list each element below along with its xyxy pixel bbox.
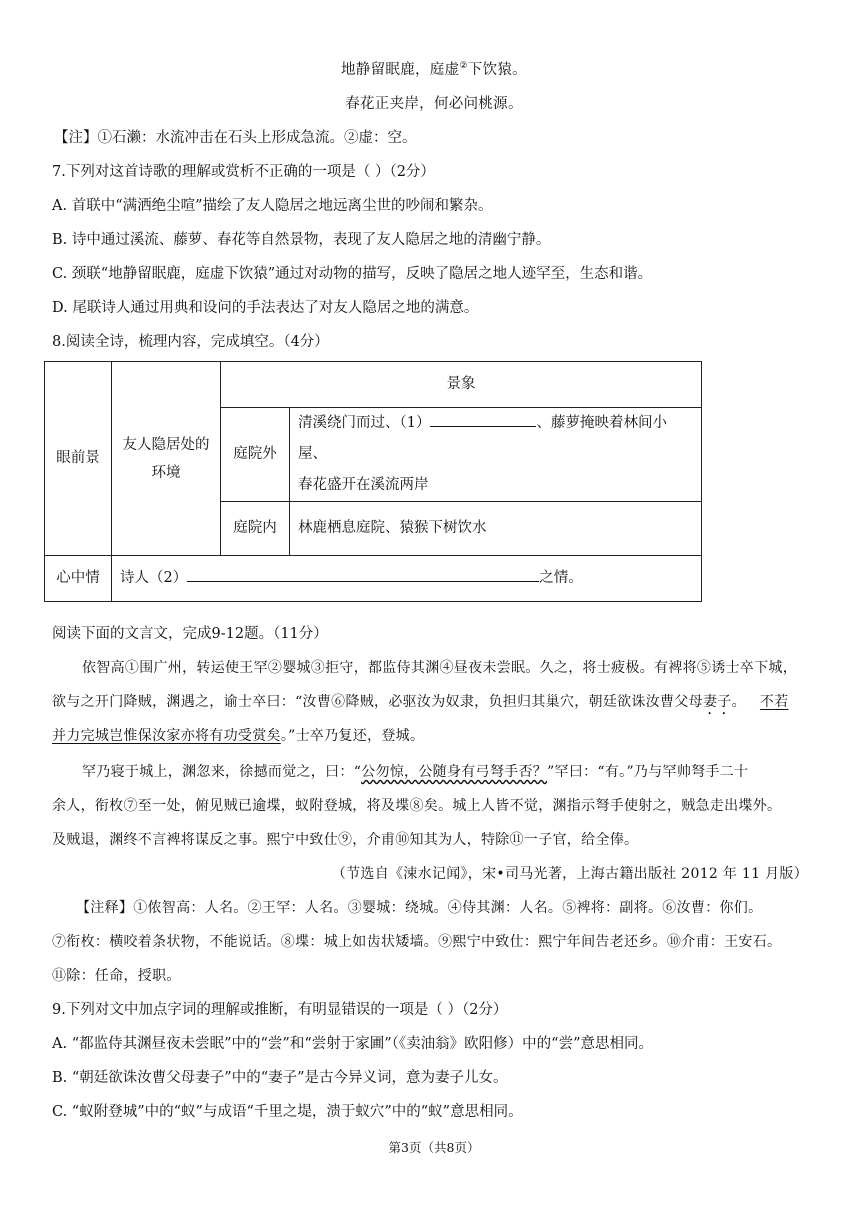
inside-label: 庭院内 [221,502,290,556]
poem-line-1-tail: 下饮猿。 [467,62,527,78]
answer-blank-1[interactable] [430,412,536,427]
q9-option-b: B. “朝廷欲诛汝曹父母妻子”中的“妻子”是古今异义词，意为妻子儿女。 [52,1070,508,1086]
underlined-sentence-start: 不若 [759,694,789,710]
answer-blank-2[interactable] [187,567,539,582]
passage-p2-line-1a: 罕乃寝于城上，渊忽来，徐撼而觉之，曰：“ [82,764,362,780]
q7-option-b: B. 诗中通过溪流、藤萝、春花等自然景物，表现了友人隐居之地的清幽宁静。 [52,232,551,248]
underlined-sentence: 并力完城岂惟保汝家亦将有功受赏矣 [52,728,281,744]
q7-option-c: C. 颈联“地静留眠鹿，庭虚下饮猿”通过对动物的描写，反映了隐居之地人迹罕至，生态和谐。 [52,266,653,282]
outside-text-b: 、藤萝掩映着林间小屋、 [298,415,667,462]
q7-option-a: A. 首联中“满洒绝尘喧”描绘了友人隐居之地远离尘世的吵闹和繁杂。 [52,198,493,214]
environment-cell [112,362,221,556]
notes-line-2: ⑦衔枚：横咬着条状物，不能说话。⑧堞：城上如齿状矮墙。⑨熙宁中致仕：熙宁年间告老还乡。⑩介甫：王安石。 [52,934,782,950]
passage-p2-line-3: 及贼退，渊终不言裨将谋反之事。熙宁中致仕⑨，介甫⑩知其为人，特除⑪一子官，给全俸。 [52,832,639,848]
passage-p1-line-2 [52,692,789,718]
poem-note: 【注】①石濑：水流冲击在石头上形成急流。②虚：空。 [54,130,417,146]
classical-intro: 阅读下面的文言文，完成9-12题。（11分） [52,626,328,642]
notes-line-1: 【注释】①侬智高：人名。②王罕：人名。③婴城：绕城。④侍其渊：人名。⑤裨将：副将。⑥汝曹：你们。 [76,900,763,916]
passage-p1-line-1: 依智高①围广州，转运使王罕②婴城③拒守，都监侍其渊④昼夜未尝眠。久之，将士疲极。有裨将⑤诱士卒下城， [82,660,797,676]
poem-line-2: 春花正夹岸，何必问桃源。 [345,96,523,112]
page-footer: 第3页（共8页） [388,1140,480,1155]
poem-line-1 [0,60,868,80]
outside-text-a: 清溪绕门而过、（1） [298,415,431,431]
q8-stem: 8.阅读全诗，梳理内容，完成填空。（4分） [52,334,329,350]
heart-text-b: 之情。 [539,570,583,586]
q7-stem: 7.下列对这首诗歌的理解或赏析不正确的一项是（ ）（2分） [52,164,435,180]
inside-text: 林鹿栖息庭院、猿猴下树饮水 [290,502,702,556]
dotted-word-wife: 妻子 [702,694,732,710]
environment-line-2: 环境 [151,464,181,481]
row-label-eye: 眼前景 [45,362,112,556]
q9-stem: 9.下列对文中加点字词的理解或推断，有明显错误的一项是（ ）（2分） [52,1002,508,1018]
outside-text-c: 春花盛开在溪流两岸 [298,477,429,493]
heart-text-a: 诗人（2） [120,570,188,586]
outside-label: 庭院外 [221,408,290,502]
passage-p1-line-2a: 欲与之开门降贼，渊遇之，谕士卒曰：“汝曹⑥降贼，必驱汝为奴隶，负担归其巢穴，朝廷欲诛汝曹父母 [52,694,703,710]
passage-p1-line-3 [52,726,424,746]
passage-p1-line-3b: 。”士卒乃复还，登城。 [280,728,425,744]
environment-line-1: 友人隐居处的 [122,436,210,453]
passage-p2-line-1b: ”罕曰：“有。”乃与罕帅弩手二十 [547,764,749,780]
q9-option-a: A. “都监侍其渊昼夜未尝眠”中的“尝”和“尝射于家圃”（《卖油翁》欧阳修）中的“尝”意思相同。 [52,1036,653,1052]
poem-line-1-text: 地静留眠鹿，庭虚 [341,62,460,78]
notes-line-3: ⑪除：任命，授职。 [52,968,181,984]
q7-option-d: D. 尾联诗人通过用典和设问的手法表达了对友人隐居之地的满意。 [52,300,479,316]
outside-text [290,408,702,502]
q8-table [44,361,702,602]
wavy-sentence: 公勿惊，公随身有弓弩手否？ [361,764,548,780]
header-scene: 景象 [221,362,702,408]
passage-source: （节选自《涑水记闻》，宋•司马光著，上海古籍出版社 2012 年 11 月版） [331,866,808,882]
passage-p1-line-2b: 。 [731,694,746,710]
heart-text [112,556,702,602]
poem-note-mark: ② [459,61,468,72]
passage-p2-line-2: 余人，衔枚⑦至一处，俯见贼已逾堞，蚁附登城，将及堞⑧矣。城上人皆不觉，渊指示弩手使射之，贼急走出堞外。 [52,798,782,814]
q9-option-c: C. “蚁附登城”中的“蚁”与成语“千里之堤，溃于蚁穴”中的“蚁”意思相同。 [52,1104,523,1120]
passage-p2-line-1 [82,762,748,782]
row-label-heart: 心中情 [45,556,112,602]
